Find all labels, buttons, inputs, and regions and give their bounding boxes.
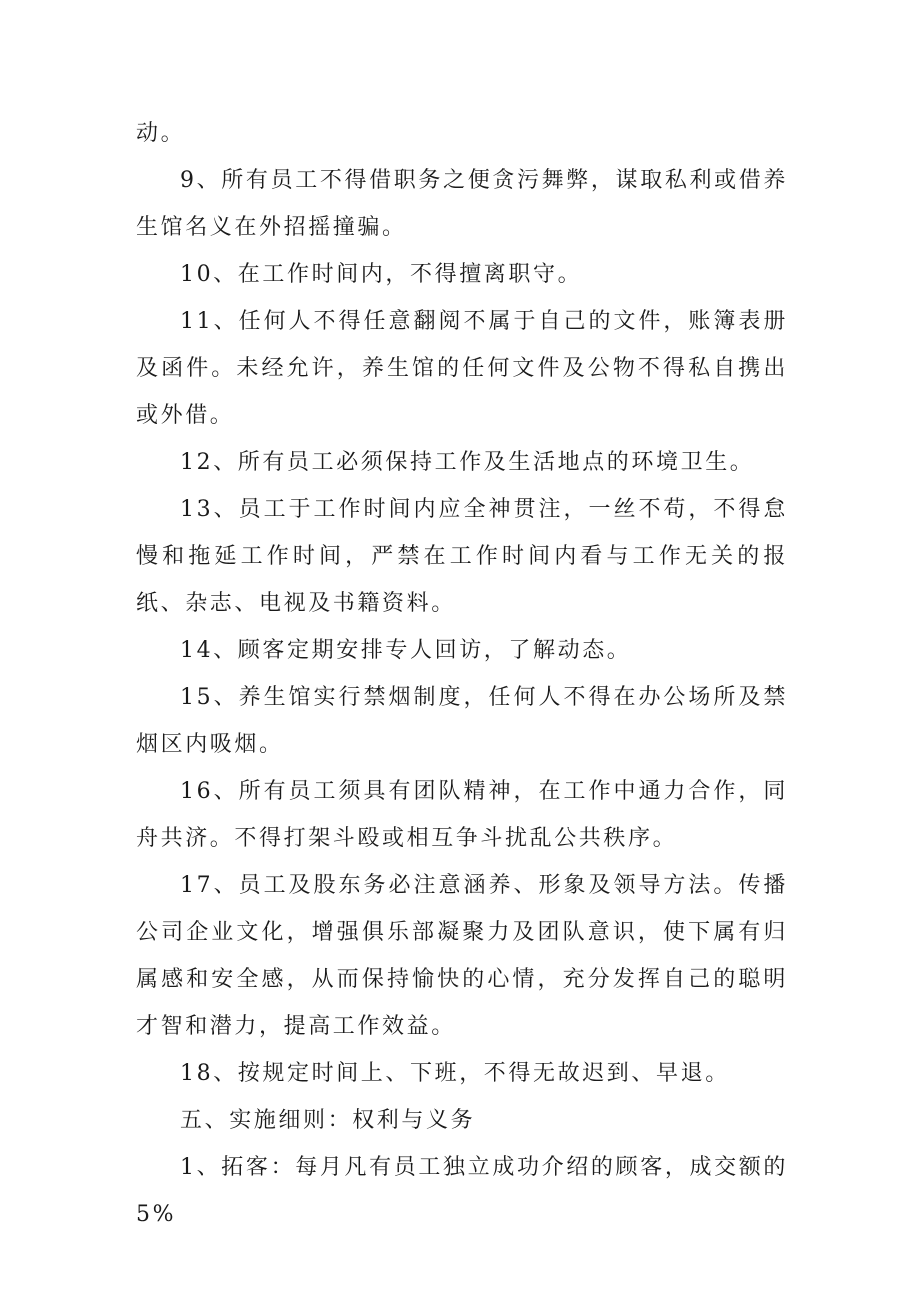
paragraph-continuation: 动。 [136,121,186,146]
paragraph-rule-9: 9、所有员工不得借职务之便贪污舞弊，谋取私利或借养生馆名义在外招摇撞骗。 [136,168,788,240]
paragraph-rule-11: 11、任何人不得任意翻阅不属于自己的文件，账簿表册及函件。未经允许，养生馆的任何文件及公物不得私自携出或外借。 [136,309,788,428]
section-heading-five: 五、实施细则：权利与义务 [180,1108,476,1133]
paragraph-rule-18: 18、按规定时间上、下班，不得无故迟到、早退。 [180,1061,730,1086]
paragraph-rule-15: 15、养生馆实行禁烟制度，任何人不得在办公场所及禁烟区内吸烟。 [136,685,788,757]
paragraph-rule-17: 17、员工及股东务必注意涵养、形象及领导方法。传播公司企业文化，增强俱乐部凝聚力及团队意识，使下属有归属感和安全感，从而保持愉快的心情，充分发挥自己的聪明才智和潜力，提高工作效益。 [136,873,788,1039]
paragraph-detail-1: 1、拓客：每月凡有员工独立成功介绍的顾客，成交额的5% [136,1155,788,1227]
document-body [136,110,788,1238]
paragraph-rule-12: 12、所有员工必须保持工作及生活地点的环境卫生。 [180,450,755,475]
paragraph-rule-13: 13、员工于工作时间内应全神贯注，一丝不苟，不得怠慢和拖延工作时间，严禁在工作时间内看与工作无关的报纸、杂志、电视及书籍资料。 [136,497,788,616]
paragraph-rule-16: 16、所有员工须具有团队精神，在工作中通力合作，同舟共济。不得打架斗殴或相互争斗扰乱公共秩序。 [136,779,788,851]
paragraph-rule-14: 14、顾客定期安排专人回访，了解动态。 [180,638,632,663]
paragraph-rule-10: 10、在工作时间内，不得擅离职守。 [180,262,583,287]
